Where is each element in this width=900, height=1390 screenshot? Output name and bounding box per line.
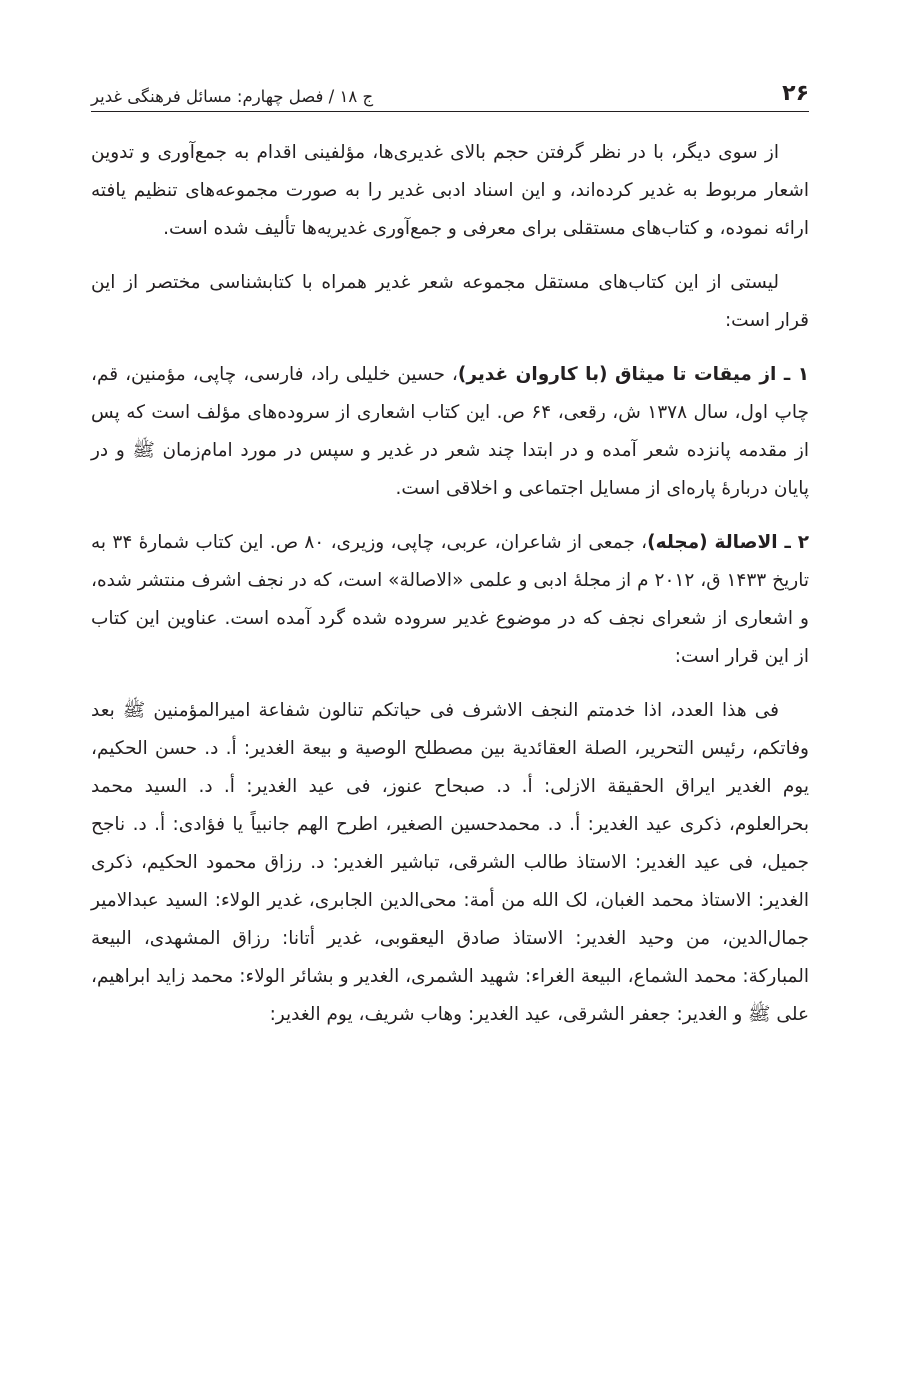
book-page <box>91 58 809 1050</box>
book-entry-1 <box>91 356 809 508</box>
intro-paragraph: از سوی دیگر، با در نظر گرفتن حجم بالای غدیری‌ها، مؤلفینی اقدام به جمع‌آوری و تدوین اشعار مربوط به غدیر کرده‌اند، و این اسناد ادبی غدیر را به صورت مجموعه‌های تنظیم یافته ارائه نموده، و کتاب‌های مستقلی برای معرفی و جمع‌آوری غدیریه‌ها تألیف شده است. <box>91 142 809 239</box>
list-intro-paragraph: لیستی از این کتاب‌های مستقل مجموعه شعر غدیر همراه با کتابشناسی مختصر از این قرار است: <box>91 272 809 331</box>
page-number: ۲۶ <box>782 81 809 106</box>
running-header <box>91 58 809 112</box>
book-entry-2-title: ۲ ـ الاصالة (مجله) <box>647 532 809 553</box>
book-entry-1-text: ، حسین خلیلی راد، فارسی، چاپی، مؤمنین، قم، چاپ اول، سال ۱۳۷۸ ش، رقعی، ۶۴ ص. این کتاب اشعاری از سروده‌های مؤلف است که پس از مقدمه پانزده شعر آمده و در ابتدا چند شعر در غدیر و سپس در مورد امام‌زمان ﷺ و در پایان دربارۀ پاره‌ای از مسایل اجتماعی و اخلاقی است. <box>91 364 809 499</box>
contents-paragraph: فی هذا العدد، اذا خدمتم النجف الاشرف فی حیاتکم تنالون شفاعة امیرالمؤمنین ﷺ بعد وفاتکم، رئیس التحریر، الصلة العقائدیة بین مصطلح الوصیة و بیعة الغدیر: أ. د. حسن الحکیم، یوم الغدیر ایراق الحقیقة الازلی: أ. د. صبحاح عنوز، فی عید الغدیر: أ. د. السید محمد بحرالعلوم، ذکری عید الغدیر: أ. د. محمدحسین الصغیر، اطرح الهم جانبیاً یا فؤادی: أ. د. ناجح جمیل، فی عید الغدیر: الاستاذ طالب الشرقی، تباشیر الغدیر: د. رزاق محمود الحکیم، ذکری الغدیر: الاستاذ محمد الغبان، لک الله من أمة: محی‌الدین الجابری، غدیر الولاء: السید عبدالامیر جمال‌الدین، من وحید الغدیر: الاستاذ صادق الیعقوبی، غدیر أتانا: رزاق المشهدی، البیعة المبارکة: محمد الشماع، البیعة الغراء: شهید الشمری، الغدیر و بشائر الولاء: محمد زاید ابراهیم، علی ﷺ و الغدیر: جعفر الشرقی، عید الغدیر: وهاب شریف، یوم الغدیر: <box>91 700 809 1025</box>
book-entry-2-text: ، جمعی از شاعران، عربی، چاپی، وزیری، ۸۰ ص. این کتاب شمارۀ ۳۴ به تاریخ ۱۴۳۳ ق، ۲۰۱۲ م از مجلۀ ادبی و علمی «الاصالة» است، که در نجف اشرف منتشر شده، و اشعاری از شعرای نجف که در موضوع غدیر سروده شده گرد آمده است. عناوین این کتاب از این قرار است: <box>91 532 809 667</box>
running-title: ج ۱۸ / فصل چهارم: مسائل فرهنگی غدیر <box>91 86 374 106</box>
book-entry-1-title: ۱ ـ از میقات تا میثاق (با کاروان غدیر) <box>457 364 809 385</box>
page-body <box>91 134 809 1034</box>
book-entry-2 <box>91 524 809 676</box>
